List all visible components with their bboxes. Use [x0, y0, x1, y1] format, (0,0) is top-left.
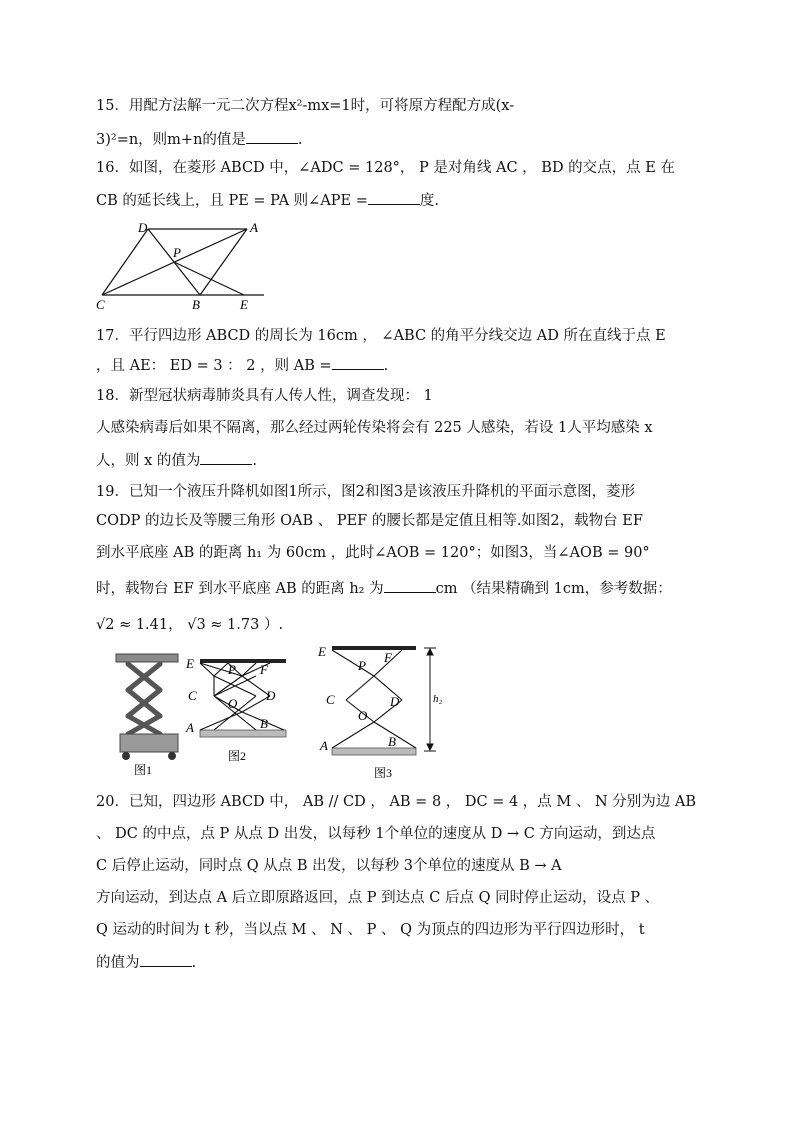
q18-line2: 人感染病毒后如果不隔离，那么经过两轮传染将会有 225 人感染，若设 1人平均感染 x	[96, 420, 653, 436]
fig3-caption: 图3	[374, 766, 393, 780]
label-b: B	[260, 716, 268, 731]
answer-blank	[246, 129, 298, 144]
q20-line3: C 后停止运动，同时点 Q 从点 B 出发，以每秒 3个单位的速度从 B → A	[96, 858, 562, 874]
q20-line1: 20．已知，四边形 ABCD 中， AB // CD ， AB = 8 ， DC = 4 ，点 M 、 N 分别为边 AB	[96, 794, 697, 810]
q17-line2-text: ，且 AE： ED = 3 ： 2 ，则 AB =	[96, 358, 332, 374]
q19-line3: 到水平底座 AB 的距离 h₁ 为 60cm ，此时∠AOB = 120°；如图3，当∠AOB = 90°	[96, 545, 650, 561]
q15-line2	[96, 129, 303, 150]
q18-line3	[96, 450, 257, 471]
q19-line4-text: 时，载物台 EF 到水平底座 AB 的距离 h₂ 为	[96, 581, 384, 597]
wheel-icon	[168, 752, 176, 760]
label-d: D	[138, 220, 148, 235]
q16-line1: 16．如图，在菱形 ABCD 中，∠ADC = 128°， P 是对角线 AC ， BD 的交点，点 E 在	[96, 160, 675, 176]
figure-3	[316, 640, 456, 782]
answer-blank	[368, 190, 420, 205]
label-c: C	[96, 297, 105, 312]
q18-line1: 18．新型冠状病毒肺炎具有人传人性，调查发现： 1	[96, 388, 433, 404]
platform-ef	[332, 646, 416, 650]
label-f: F	[384, 650, 392, 665]
segment-pe	[174, 262, 244, 295]
answer-blank	[384, 578, 436, 593]
wheel-icon	[122, 752, 130, 760]
base-ab	[332, 748, 416, 755]
q15-line2-text: 3)²=n，则m+n的值是	[96, 132, 246, 148]
label-f: F	[260, 662, 268, 677]
q19-line4	[96, 578, 672, 599]
label-c: C	[188, 688, 197, 703]
answer-blank	[140, 952, 192, 967]
q20-line6	[96, 952, 196, 973]
label-o: O	[228, 696, 238, 711]
label-b: B	[388, 734, 396, 749]
q20-line4: 方向运动，到达点 A 后立即原路返回，点 P 到达点 C 后点 Q 同时停止运动，设点 P 、	[96, 890, 660, 906]
q19-line4-end: cm （结果精确到 1cm，参考数据：	[435, 581, 672, 597]
q19-line1: 19．已知一个液压升降机如图1所示，图2和图3是该液压升降机的平面示意图，菱形	[96, 484, 636, 500]
q16-line2	[96, 190, 439, 211]
label-d: D	[266, 688, 276, 703]
figure-2	[184, 652, 294, 768]
lift-top-platform	[116, 654, 178, 662]
label-e: E	[240, 297, 248, 312]
q17-line2	[96, 355, 388, 376]
label-a: A	[186, 720, 194, 735]
label-d: D	[390, 694, 400, 709]
answer-blank	[332, 355, 384, 370]
q20-line6-text: 的值为	[96, 955, 140, 971]
q17-line2-end: .	[383, 358, 389, 374]
label-p: P	[173, 245, 181, 260]
fig1-caption: 图1	[134, 763, 153, 777]
q20-line5: Q 运动的时间为 t 秒，当以点 M 、 N 、 P 、 Q 为顶点的四边形为平行四边形时， t	[96, 922, 645, 938]
q16-line2-end: 度.	[419, 193, 440, 209]
q18-line3-end: .	[252, 453, 258, 469]
label-e: E	[186, 656, 194, 671]
label-b: B	[192, 297, 200, 312]
label-p: P	[228, 662, 236, 677]
q18-line3-text: 人，则 x 的值为	[96, 453, 201, 469]
label-a: A	[250, 220, 258, 235]
base-ab	[200, 730, 286, 737]
label-a: A	[320, 738, 328, 753]
q20-line6-end: .	[191, 955, 197, 971]
q19-line2: CODP 的边长及等腰三角形 OAB 、 PEF 的腰长都是定值且相等.如图2，载物台 EF	[96, 513, 643, 529]
q19-line5: √2 ≈ 1.41， √3 ≈ 1.73 ）.	[96, 617, 284, 633]
label-o: O	[358, 708, 368, 723]
q15-line1: 15．用配方法解一元二次方程x²-mx=1时，可将原方程配方成(x-	[96, 98, 515, 114]
q15-line2-end: .	[297, 132, 303, 148]
label-h2: h₂	[433, 693, 443, 705]
platform-ef	[200, 659, 286, 663]
lift-base	[120, 734, 178, 752]
lift-photo	[110, 650, 186, 778]
answer-blank	[200, 450, 252, 465]
q20-line2: 、 DC 的中点，点 P 从点 D 出发，以每秒 1个单位的速度从 D → C 方向运动，到达点	[96, 826, 656, 842]
q17-line1: 17．平行四边形 ABCD 的周长为 16cm ， ∠ABC 的角平分线交边 AD 所在直线于点 E	[96, 328, 666, 344]
q16-line2-text: CB 的延长线上，且 PE = PA 则∠APE =	[96, 193, 368, 209]
fig2-caption: 图2	[228, 749, 247, 763]
rhombus-figure	[92, 220, 272, 312]
label-p: P	[358, 658, 366, 673]
label-c: C	[326, 692, 335, 707]
label-e: E	[318, 644, 326, 659]
